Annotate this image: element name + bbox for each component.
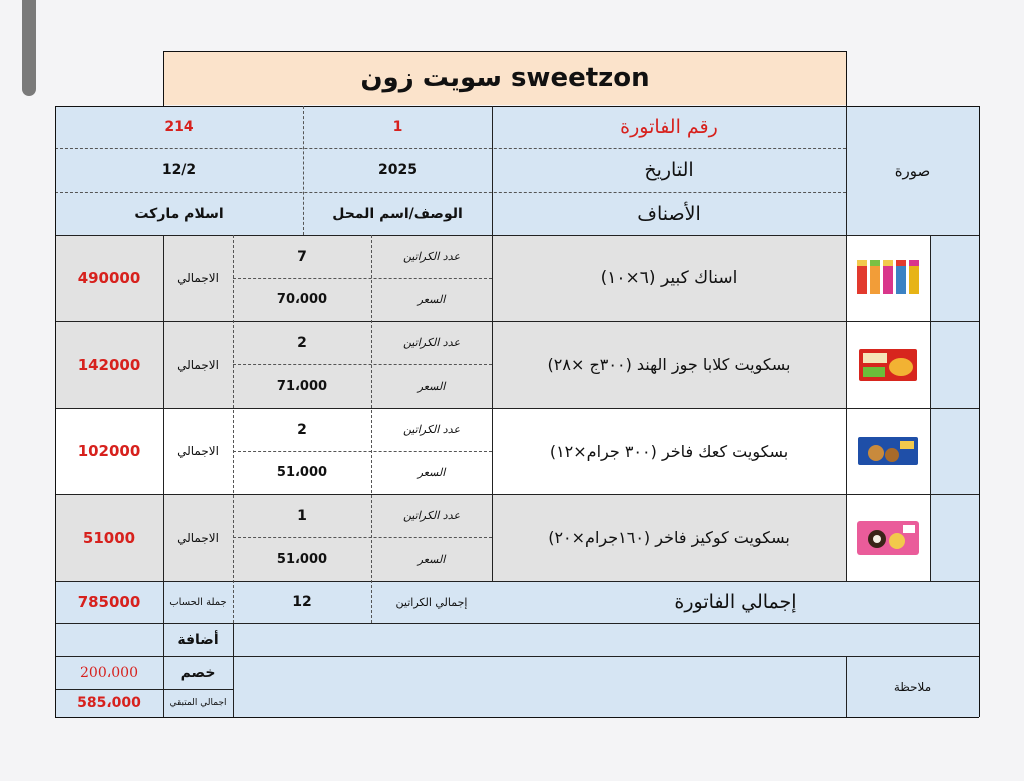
grid-line bbox=[55, 623, 979, 624]
grid-line bbox=[55, 581, 979, 582]
item-2-price: 71،000 bbox=[233, 364, 371, 408]
item-1-total-label: الاجمالي bbox=[163, 235, 233, 321]
cookie-box-image bbox=[856, 431, 920, 471]
grid-line bbox=[55, 192, 846, 193]
item-2-image-cell bbox=[846, 321, 930, 408]
grid-line bbox=[163, 235, 164, 717]
discount-label: خصم bbox=[163, 656, 233, 689]
invoice-title: سويت زون sweetzon bbox=[163, 51, 847, 105]
addition-value bbox=[55, 623, 163, 656]
grid-line bbox=[55, 408, 979, 409]
addition-spacer bbox=[233, 623, 979, 656]
grid-line bbox=[55, 235, 979, 236]
item-3-price: 51،000 bbox=[233, 451, 371, 494]
store-name: اسلام ماركت bbox=[55, 192, 303, 235]
account-total: 785000 bbox=[55, 581, 163, 623]
coconut-biscuit-image bbox=[857, 345, 919, 385]
grid-line bbox=[492, 106, 493, 581]
grid-line bbox=[303, 106, 304, 235]
invoice-date-label: التاريخ bbox=[492, 148, 846, 192]
item-2-name: بسكويت كلابا جوز الهند (٣٠٠ج ×٢٨) bbox=[492, 321, 846, 408]
description-label: الوصف/اسم المحل bbox=[303, 192, 492, 235]
grid-line bbox=[371, 235, 372, 623]
item-1-image-cell bbox=[846, 235, 930, 321]
cartons-total-label: إجمالي الكراتين bbox=[371, 581, 492, 623]
item-4-name: بسكويت كوكيز فاخر (١٦٠جرام×٢٠) bbox=[492, 494, 846, 581]
invoice-number: 1 bbox=[303, 106, 492, 148]
grid-line bbox=[55, 717, 979, 718]
item-2-cartons-label: عدد الكراتين bbox=[371, 321, 492, 364]
grid-line bbox=[163, 51, 164, 106]
grid-line bbox=[55, 689, 233, 690]
item-1-cartons-label: عدد الكراتين bbox=[371, 235, 492, 278]
item-2-total: 142000 bbox=[55, 321, 163, 408]
snack-cups-image bbox=[855, 258, 921, 298]
grid-line bbox=[846, 106, 847, 581]
invoice-date-year: 2025 bbox=[303, 148, 492, 192]
invoice-number-label: رقم الفاتورة bbox=[492, 106, 846, 148]
grid-line bbox=[233, 364, 492, 365]
item-4-price: 51،000 bbox=[233, 537, 371, 581]
item-3-cartons: 2 bbox=[233, 408, 371, 451]
grid-line bbox=[55, 106, 979, 107]
item-4-cartons-label: عدد الكراتين bbox=[371, 494, 492, 537]
item-1-price-label: السعر bbox=[371, 278, 492, 321]
item-1-total: 490000 bbox=[55, 235, 163, 321]
account-total-label: جملة الحساب bbox=[163, 581, 233, 623]
grid-line bbox=[233, 451, 492, 452]
note-label: ملاحظة bbox=[846, 656, 979, 717]
items-label: الأصناف bbox=[492, 192, 846, 235]
cookies-pack-image bbox=[855, 517, 921, 559]
grid-line bbox=[846, 656, 847, 717]
grid-line bbox=[55, 106, 56, 717]
invoice-total-label: إجمالي الفاتورة bbox=[492, 581, 979, 623]
item-2-total-label: الاجمالي bbox=[163, 321, 233, 408]
grid-line bbox=[163, 51, 847, 52]
grid-line bbox=[55, 494, 979, 495]
cartons-total: 12 bbox=[233, 581, 371, 623]
remaining-value: 585،000 bbox=[55, 689, 163, 717]
item-3-total: 102000 bbox=[55, 408, 163, 494]
grid-line bbox=[930, 235, 931, 581]
grid-line bbox=[233, 235, 234, 623]
grid-line bbox=[233, 623, 234, 717]
item-2-price-label: السعر bbox=[371, 364, 492, 408]
grid-line bbox=[233, 278, 492, 279]
item-2-cartons: 2 bbox=[233, 321, 371, 364]
item-4-total: 51000 bbox=[55, 494, 163, 581]
item-3-price-label: السعر bbox=[371, 451, 492, 494]
item-3-cartons-label: عدد الكراتين bbox=[371, 408, 492, 451]
item-3-image-cell bbox=[846, 408, 930, 494]
grid-line bbox=[55, 148, 846, 149]
grid-line bbox=[846, 51, 847, 106]
grid-line bbox=[55, 656, 979, 657]
item-4-cartons: 1 bbox=[233, 494, 371, 537]
item-3-name: بسكويت كعك فاخر (٣٠٠ جرام×١٢) bbox=[492, 408, 846, 494]
item-4-image-cell bbox=[846, 494, 930, 581]
item-1-cartons: 7 bbox=[233, 235, 371, 278]
item-1-price: 70،000 bbox=[233, 278, 371, 321]
grid-line bbox=[55, 321, 979, 322]
discount-value: 200،000 bbox=[55, 656, 163, 689]
remaining-label: اجمالي المتبقي bbox=[163, 689, 233, 717]
item-4-total-label: الاجمالي bbox=[163, 494, 233, 581]
invoice-date-day: 12/2 bbox=[55, 148, 303, 192]
grid-line bbox=[233, 537, 492, 538]
item-4-price-label: السعر bbox=[371, 537, 492, 581]
grid-line bbox=[979, 106, 980, 717]
image-label: صورة bbox=[846, 106, 979, 235]
item-3-total-label: الاجمالي bbox=[163, 408, 233, 494]
invoice-code: 214 bbox=[55, 106, 303, 148]
item-1-name: اسناك كبير (٦×١٠) bbox=[492, 235, 846, 321]
notes-area bbox=[233, 656, 846, 717]
addition-label: أضافة bbox=[163, 623, 233, 656]
